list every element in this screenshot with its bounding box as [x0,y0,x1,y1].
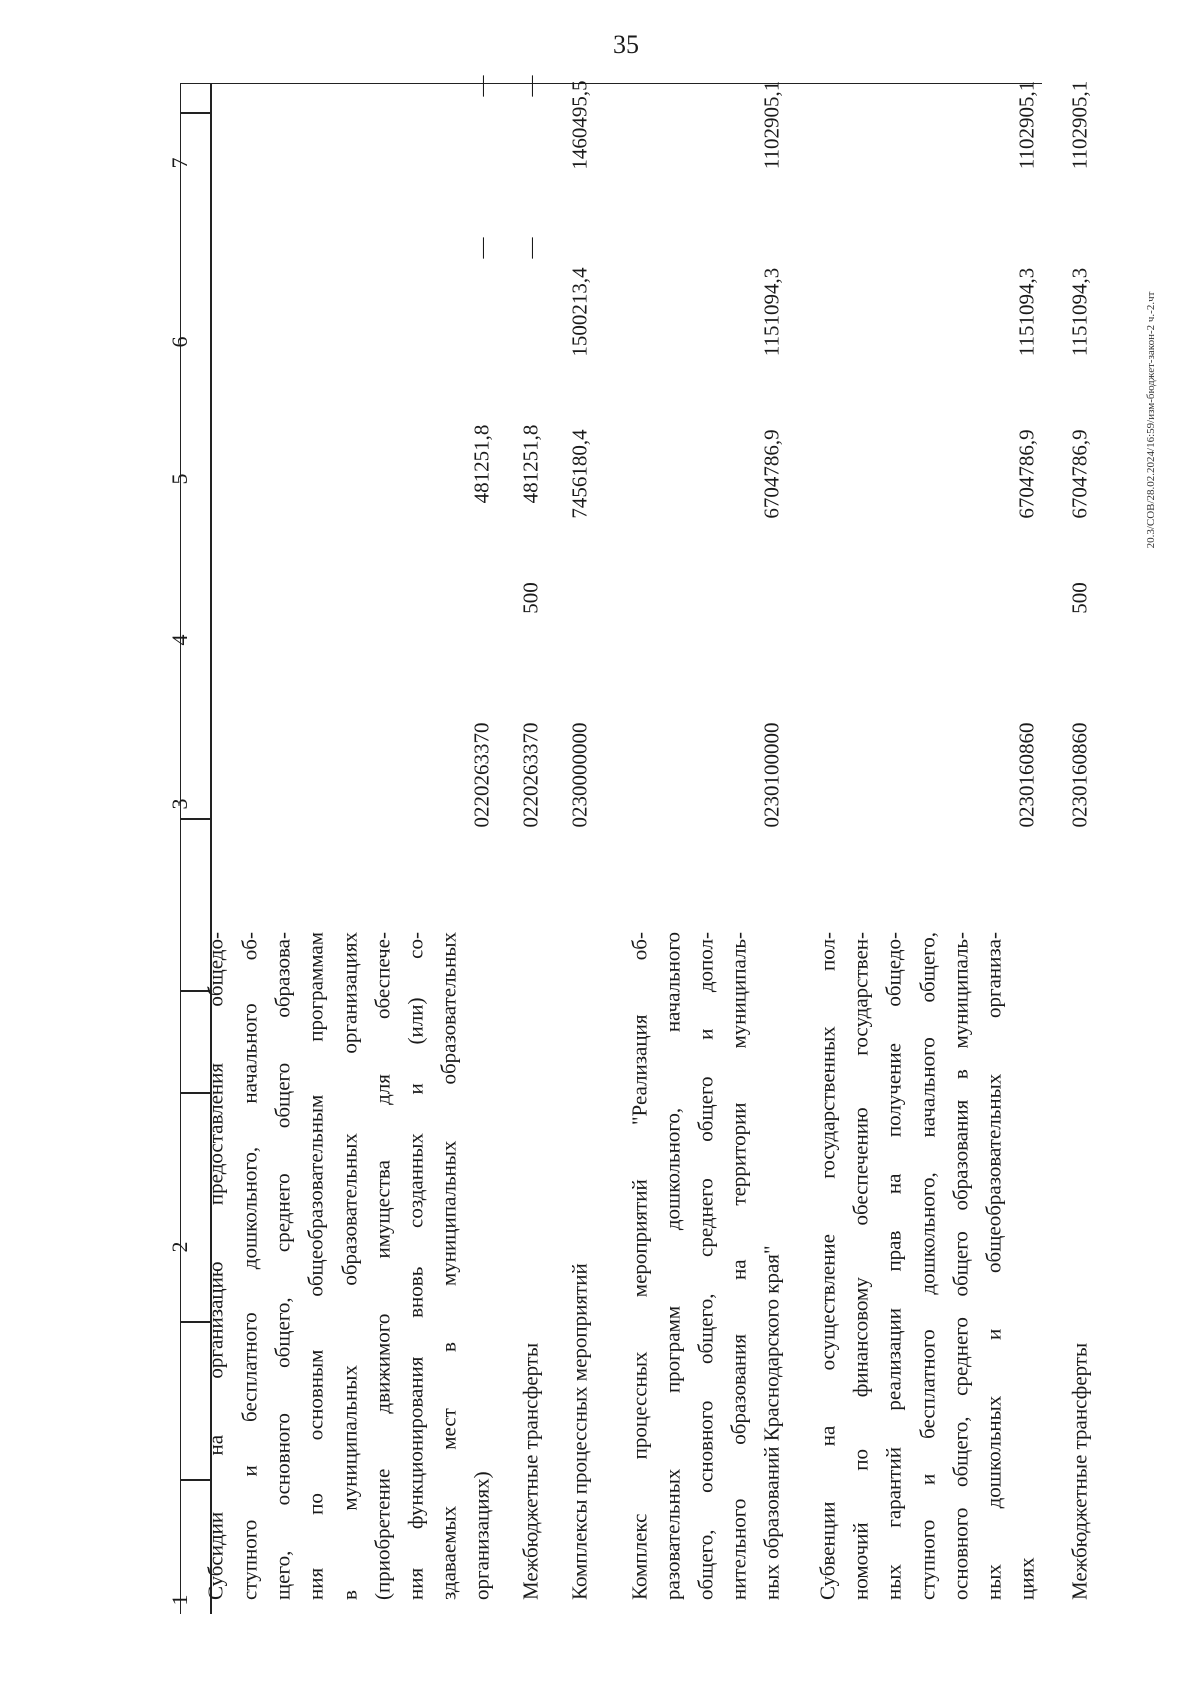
header-col-rule-1-2 [181,112,210,114]
header-col-rule-2-3 [181,818,210,820]
page-number: 35 [613,30,639,59]
footer-stamp-text: 20.3/СОВ/28.02.2024/16:59/изм-бюджет-закон-2 ч.-2.чт [1145,291,1157,549]
